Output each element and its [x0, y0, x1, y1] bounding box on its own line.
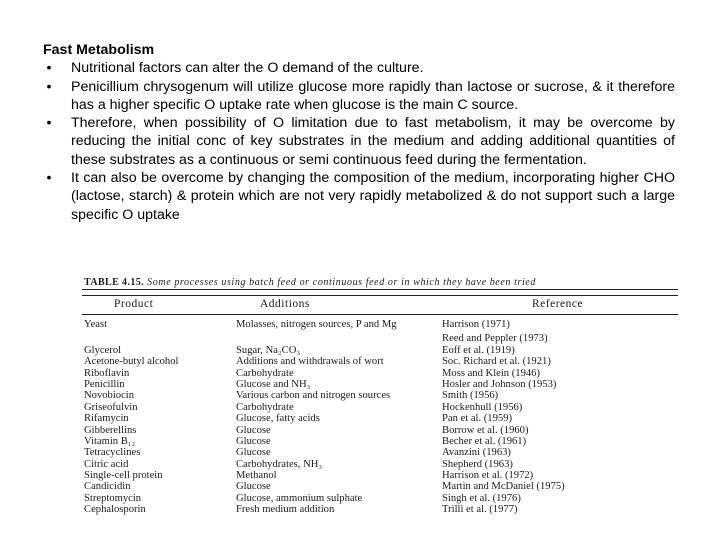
table-row — [80, 470, 678, 481]
cell-product: Single-cell protein — [84, 470, 163, 482]
table-row — [80, 493, 678, 504]
bullet-item — [43, 78, 675, 115]
cell-additions: Glucose — [236, 481, 271, 493]
table-row — [80, 345, 678, 356]
slide-heading: Fast Metabolism — [43, 42, 155, 58]
cell-reference: Harrison (1971) — [442, 319, 510, 330]
cell-product: Acetone-butyl alcohol — [84, 356, 179, 368]
scanned-table-figure — [80, 275, 678, 516]
cell-product: Gibberellins — [84, 424, 137, 436]
table-row — [80, 481, 678, 492]
cell-reference: Pan et al. (1959) — [442, 413, 513, 425]
cell-reference: Trilli et al. (1977) — [442, 504, 518, 516]
cell-reference: Avanzini (1963) — [442, 447, 511, 459]
table-row — [80, 390, 678, 401]
table-body — [80, 319, 678, 516]
cell-reference: Martin and McDaniel (1975) — [442, 481, 565, 493]
cell-additions: Fresh medium addition — [236, 504, 335, 516]
cell-product: Riboflavin — [84, 367, 130, 379]
bullet-text: Therefore, when possibility of O limitation due to fast metabolism, it may be overcome by reducing the initial conc of key substrates in the medium and adding additional quantities of these substrates as a continuous or semi continuous feed during the fermentation. — [71, 115, 675, 168]
cell-additions: Molasses, nitrogen sources, P and Mg — [236, 319, 397, 330]
bullet-text: Penicillium chrysogenum will utilize glucose more rapidly than lactose or sucrose, & it therefore has a higher specific O uptake rate when glucose is the main C source. — [71, 78, 675, 113]
cell-reference: Hockenhull (1956) — [442, 401, 523, 413]
cell-reference: Soc. Richard et al. (1921) — [442, 356, 551, 368]
cell-additions: Glucose, ammonium sulphate — [236, 492, 363, 504]
cell-reference: Eoff et al. (1919) — [442, 344, 515, 356]
cell-additions: Glucose — [236, 447, 271, 459]
cell-reference: Becher et al. (1961) — [442, 435, 527, 447]
table-row — [80, 459, 678, 470]
table-row — [80, 436, 678, 447]
bullet-item — [43, 114, 675, 169]
cell-additions: Glucose and NH₃ — [236, 378, 311, 390]
cell-additions: Glucose — [236, 435, 271, 447]
table-rule-top — [82, 289, 678, 290]
cell-product: Rifamycin — [84, 413, 129, 425]
table-row — [80, 319, 678, 330]
cell-additions: Sugar, Na₂CO₃ — [236, 344, 301, 356]
bullet-item — [43, 59, 675, 77]
bullet-item — [43, 169, 675, 224]
table-row — [80, 368, 678, 379]
cell-product: Vitamin B₁₂ — [84, 435, 136, 447]
bullet-icon: • — [46, 115, 52, 132]
cell-reference: Reed and Peppler (1973) — [442, 333, 548, 345]
table-row — [80, 425, 678, 436]
cell-product: Griseofulvin — [84, 401, 138, 413]
cell-additions: Glucose, fatty acids — [236, 413, 320, 425]
table-row — [80, 402, 678, 413]
cell-additions: Carbohydrate — [236, 367, 294, 379]
cell-additions: Glucose — [236, 424, 271, 436]
cell-product: Cephalosporin — [84, 504, 146, 516]
table-caption — [84, 277, 674, 288]
cell-additions: Additions and withdrawals of wort — [236, 356, 384, 368]
cell-product: Novobiocin — [84, 390, 135, 402]
table-rule-header-top — [82, 295, 678, 296]
cell-product: Citric acid — [84, 458, 129, 470]
cell-product: Candicidin — [84, 481, 131, 493]
cell-product: Yeast — [84, 319, 108, 330]
column-header-additions: Additions — [260, 298, 310, 310]
table-rule-header-bottom — [82, 314, 678, 315]
cell-additions: Carbohydrate — [236, 401, 294, 413]
cell-additions: Carbohydrates, NH₃ — [236, 458, 323, 470]
table-row — [80, 447, 678, 458]
table-row — [80, 504, 678, 515]
cell-product: Tetracyclines — [84, 447, 141, 459]
cell-additions: Various carbon and nitrogen sources — [236, 390, 391, 402]
cell-reference: Borrow et al. (1960) — [442, 424, 529, 436]
bullet-icon: • — [46, 170, 52, 187]
bullet-text: Nutritional factors can alter the O demand of the culture. — [71, 60, 424, 77]
cell-reference: Singh et al. (1976) — [442, 492, 521, 504]
cell-product: Streptomycin — [84, 492, 142, 504]
table-row — [80, 379, 678, 390]
bullet-list — [43, 59, 675, 224]
cell-product: Glycerol — [84, 344, 122, 356]
table-caption-label: TABLE 4.15. — [84, 277, 145, 288]
table-row — [80, 356, 678, 367]
table-caption-text: Some processes using batch feed or continuous feed or in which they have been tried — [147, 277, 536, 288]
text-block — [43, 41, 675, 224]
column-header-reference: Reference — [532, 298, 584, 310]
cell-reference: Smith (1956) — [442, 390, 499, 402]
bullet-text: It can also be overcome by changing the composition of the medium, incorporating higher CHO (lactose, starch) & protein which are not very rapidly metabolized & do not support such a large specific O uptake — [71, 170, 675, 223]
cell-reference: Moss and Klein (1946) — [442, 367, 540, 379]
table-row — [80, 413, 678, 424]
cell-reference: Harrison et al. (1972) — [442, 470, 534, 482]
cell-additions: Methanol — [236, 470, 277, 482]
bullet-icon: • — [46, 78, 52, 95]
cell-reference: Shepherd (1963) — [442, 458, 513, 470]
bullet-icon: • — [46, 60, 52, 77]
cell-product: Penicillin — [84, 378, 125, 390]
table-row — [80, 333, 678, 344]
cell-reference: Hosler and Johnson (1953) — [442, 378, 557, 390]
column-header-product: Product — [114, 298, 154, 310]
